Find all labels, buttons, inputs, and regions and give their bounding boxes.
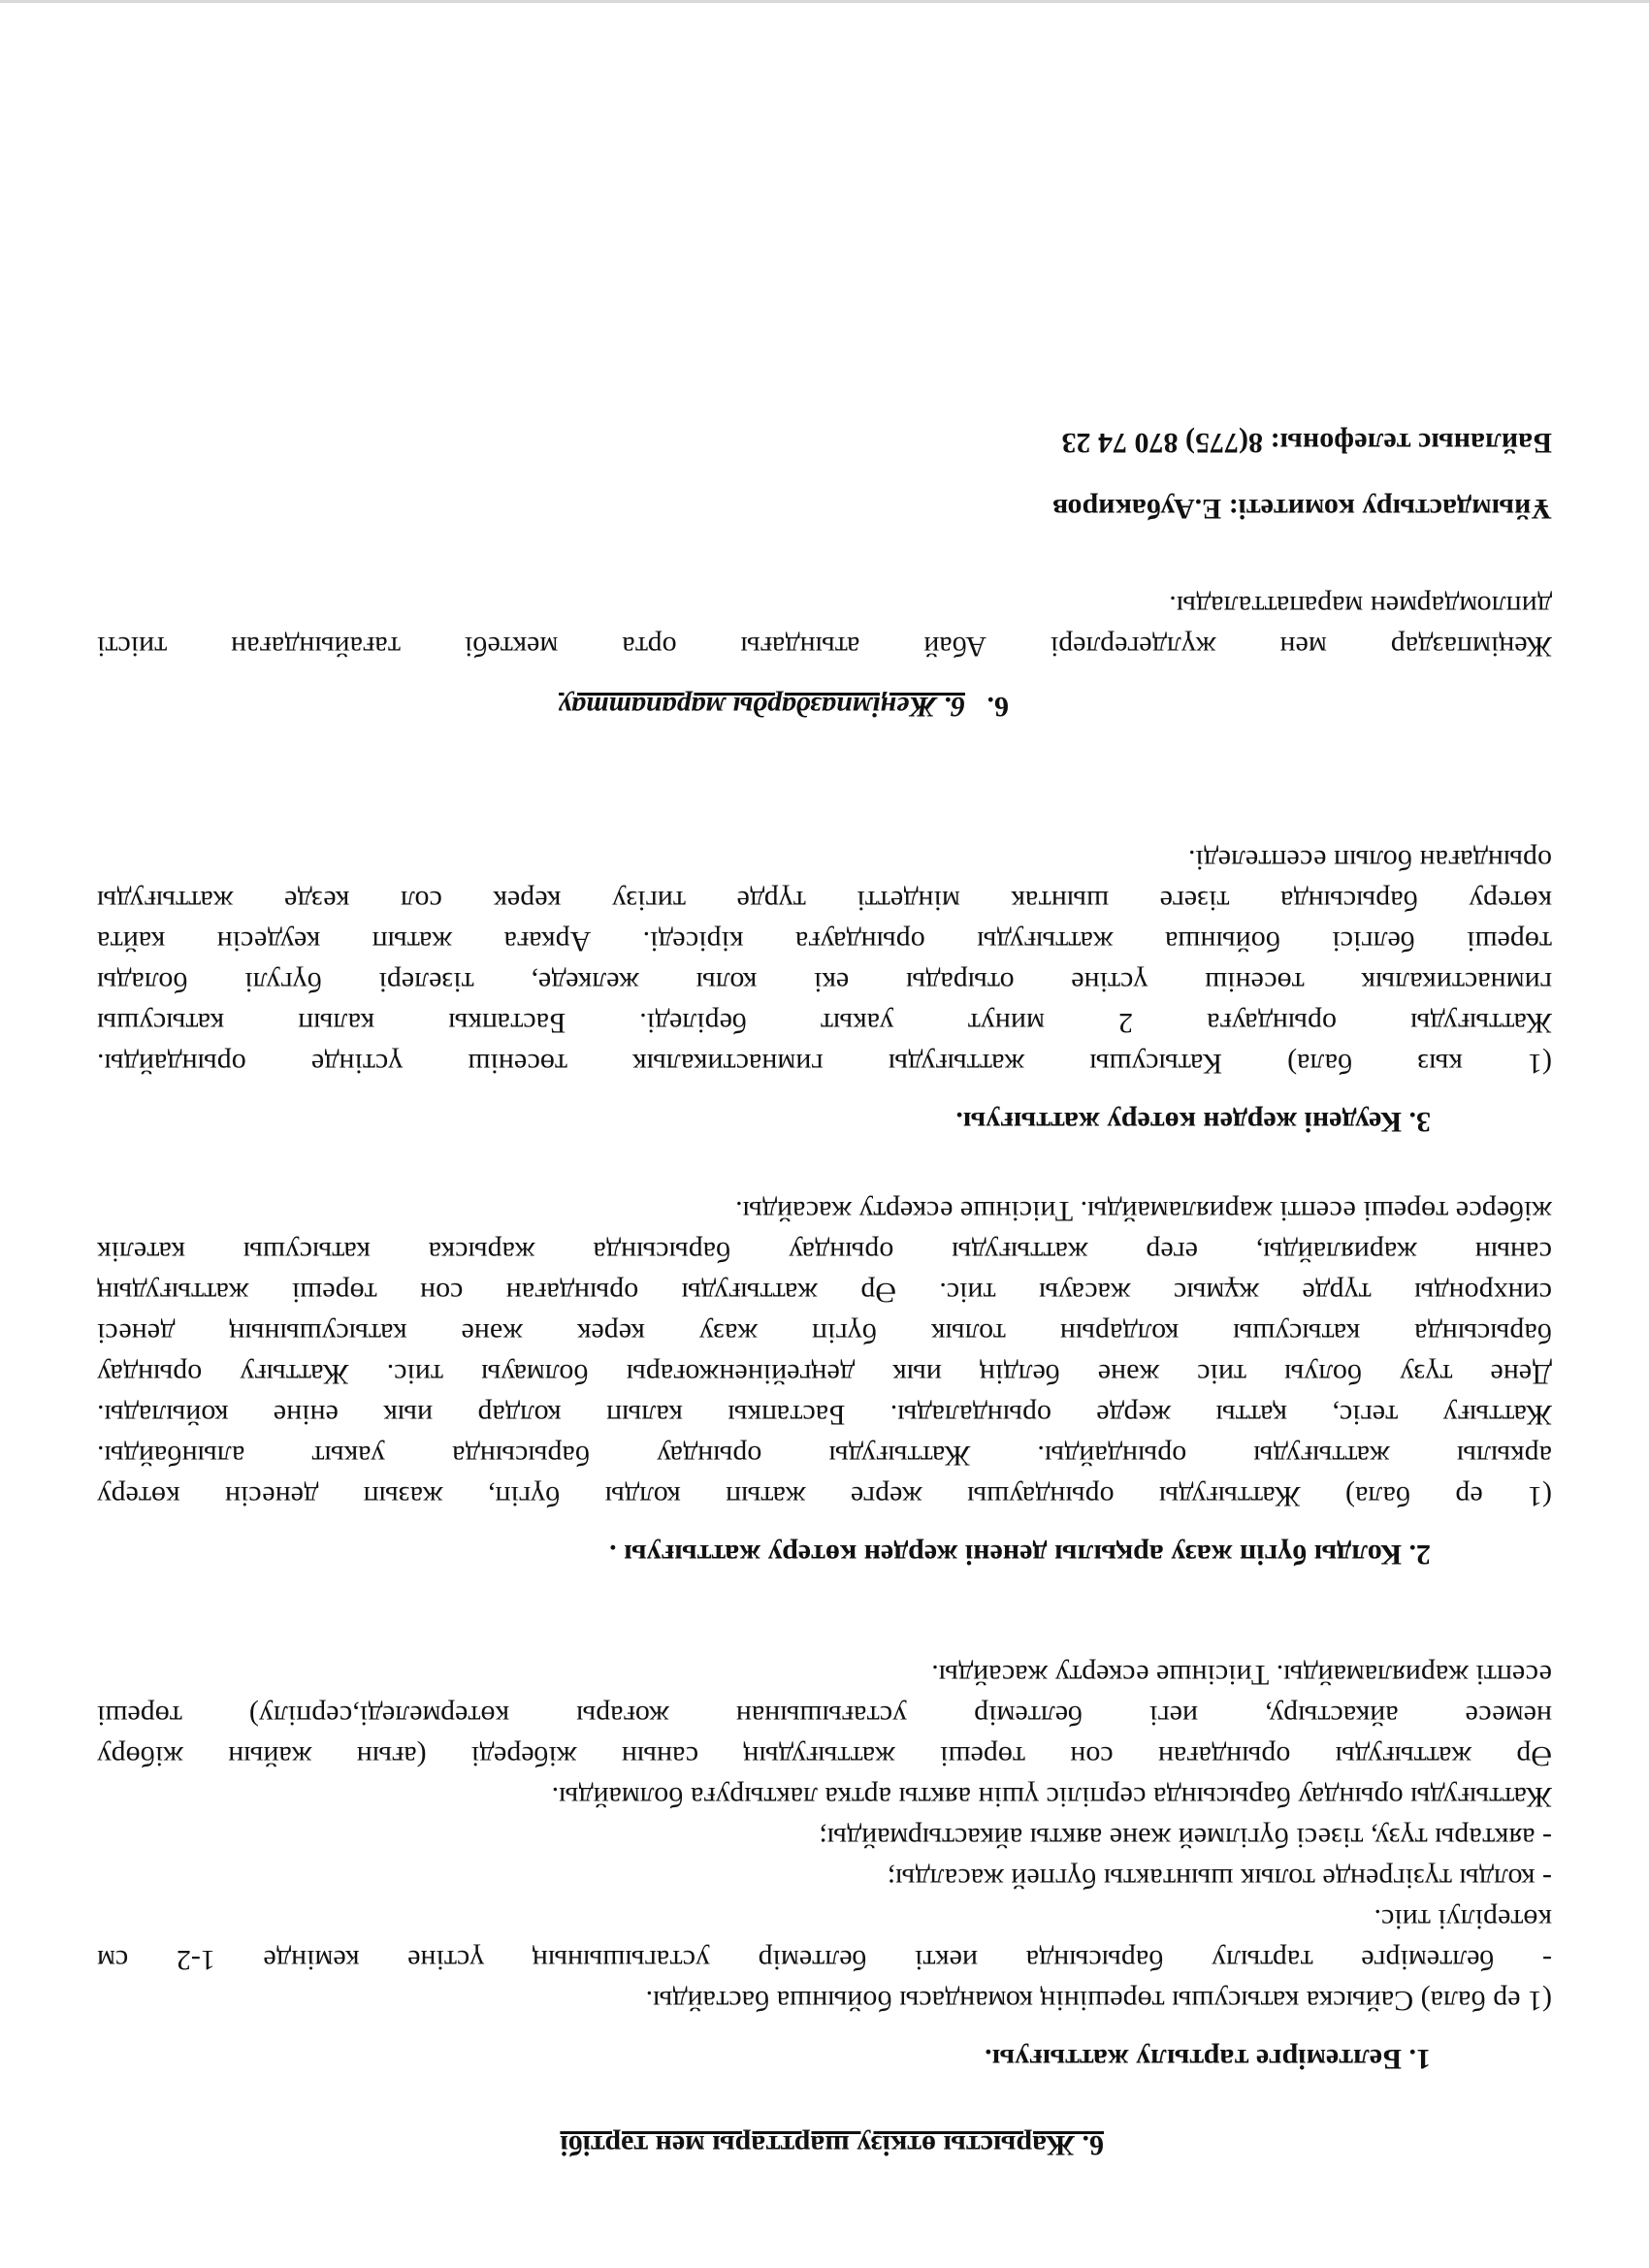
organizing-committee: Ұйымдастыру комитеті: Е.Аубакиров — [1052, 493, 1552, 525]
section-2-line: санын жариялайды, егер жаттығуды орындау барысында жарыска катысушы кателік — [97, 1236, 1552, 1268]
section-2-line: барысында катысушы колдарын толык бүгіп жазу керек және катысушының денесі — [97, 1317, 1552, 1349]
section-2-line: Дене түзу болуы тиіс және белдің иык деңгейіненжоғары болмауы тиіс. Жаттығу орындау — [97, 1358, 1552, 1390]
section-1-line: - аяктары түзу, тізесі бүгілмей және аякты айкастырмайды; — [819, 1822, 1552, 1854]
section-1-line: (1 ер бала) Сайыска катысушы төрешінің командасы бойынша бастайды. — [645, 1985, 1552, 2017]
section-6-heading: 6. 6. Жеңімпаздарды марапаттау — [559, 691, 1009, 723]
section-3-line: төреші белгісі бойынша жаттығуды орындауға кіріседі. Аркаға жатып кеудесін кайта — [97, 925, 1552, 957]
section-1-line: Жаттығуды орындау барысында серпіліс үшін аякты артка лактыруға болмайды. — [551, 1781, 1552, 1813]
section-2-line: Жаттығу тегіс, қатты жерде орындалады. Бастапкы калып колдар иык еніне койылады. — [97, 1399, 1552, 1431]
section-1-line: - колды түзігренде толык шынтакты бүгпей жасалды; — [887, 1863, 1552, 1895]
section-3-line: көтеру барысында тізеге шынтак міндетті түрде тигізу керек сол кезде жаттығуды — [97, 885, 1552, 917]
section-3-line: орындаған болып есептеледі. — [1187, 844, 1552, 876]
section-3-heading: 3. Кеудені жерден көтеру жаттығуы. — [955, 1106, 1431, 1138]
section-3-line: Жаттығуды орындауға 2 минут уакыт беріледі. Бастапкы калып катысушы — [97, 1007, 1552, 1039]
section-1-line: көтерілуі тиіс. — [1374, 1903, 1552, 1935]
section-1-line: Әр жаттығуды орындаған сон төреші жаттығудың санын жібереді (ағын жайын жібөру — [97, 1740, 1552, 1772]
section-6-heading-text: 6. Жеңімпаздарды марапаттау — [559, 691, 965, 723]
document-title: 6. Жарысты өткізу шарттары мен тәртібі — [560, 2129, 1104, 2161]
section-2-line: аркылы жаттығуды орындайды. Жаттығуды орындау барысында уакыт алынбайды. — [97, 1440, 1552, 1472]
section-1-line: есепті жарияламайды. Тиісінше ескерту жасайды. — [931, 1659, 1552, 1691]
contact-phone: Байланыс телефоны: 8(775) 870 74 23 — [1061, 427, 1552, 459]
section-6-line: дипломдармен марапатталады. — [1169, 590, 1552, 622]
section-6-line: Жеңімпаздар мен жүлдегерлері Абай атындағы орта мектебі тағайындаған тиісті — [97, 631, 1552, 663]
section-3-line: (1 кыз бала) Катысушы жаттығуды гимнастикалык төсеніш үстінде орындайды. — [97, 1048, 1552, 1080]
section-1-line: немесе айкастыру, иегі белтемір устағышынан жоғары көтермеледі,серпілу) төреші — [97, 1700, 1552, 1732]
section-2-line: (1 ер бала) Жаттығуды орындаушы жерге жатып колды бүгіп, жазып денесін көтеру — [97, 1480, 1552, 1512]
section-1-heading: 1. Белтемірге тартылу жаттығуы. — [985, 2043, 1431, 2075]
section-3-line: гимнастикалык төсеніш үстіне отырады екі колы желкеде, тізелері бүгулі болады — [97, 966, 1552, 998]
section-1-line: - белтемірге тартылу барысында иекті белтемір устагышының үстіне кемінде 1-2 см — [97, 1944, 1552, 1976]
section-2-heading: 2. Колды бүгіп жазу арқылы денені жерден көтеру жаттығуы . — [609, 1539, 1431, 1571]
section-2-line: жіберсе төреші есепті жарияламайды. Тиісінше ескерту жасайды. — [735, 1195, 1552, 1227]
section-2-line: синхронды түрде жұмыс жасауы тиіс. Әр жаттығуды орындаған сон төреші жаттығудың — [97, 1277, 1552, 1309]
